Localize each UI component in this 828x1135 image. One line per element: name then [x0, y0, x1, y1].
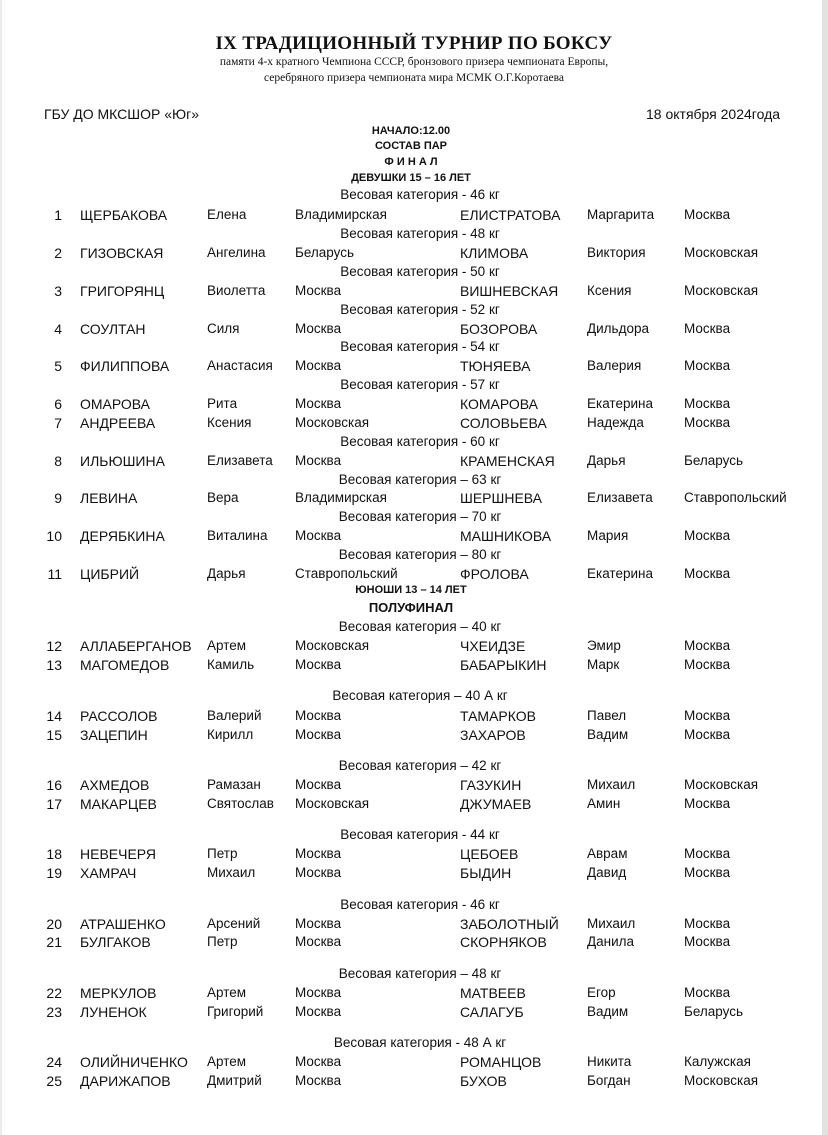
weight-category: Весовая категория - 46 кг [340, 897, 500, 912]
bout-row [0, 528, 828, 546]
red-corner-first-name: Ангелина [207, 245, 266, 260]
bout-number: 11 [47, 566, 62, 582]
red-corner-first-name: Петр [207, 934, 238, 949]
bout-row [0, 638, 828, 656]
red-corner-surname: ХАМРАЧ [80, 865, 137, 881]
bout-row [0, 1004, 828, 1022]
blue-corner-surname: ДЖУМАЕВ [460, 796, 532, 812]
red-corner-surname: ДЕРЯБКИНА [80, 528, 165, 544]
red-corner-surname: РАССОЛОВ [80, 708, 158, 724]
blue-corner-first-name: Амин [587, 796, 621, 811]
bout-row [0, 708, 828, 726]
blue-corner-region: Москва [684, 528, 731, 543]
blue-corner-region: Москва [684, 727, 731, 742]
bout-number: 23 [46, 1004, 62, 1020]
red-corner-first-name: Елена [207, 207, 247, 222]
start-time: НАЧАЛО:12.00 [371, 125, 451, 137]
blue-corner-surname: БАБАРЫКИН [460, 657, 547, 673]
bout-number: 21 [46, 934, 62, 950]
blue-corner-region: Москва [684, 638, 731, 653]
red-corner-region: Москва [295, 358, 342, 373]
red-corner-first-name: Вера [207, 490, 239, 505]
blue-corner-region: Москва [684, 916, 731, 931]
weight-category: Весовая категория – 70 кг [338, 509, 502, 524]
red-corner-surname: МЕРКУЛОВ [80, 985, 157, 1001]
red-corner-first-name: Артем [207, 1054, 247, 1069]
weight-category: Весовая категория - 54 кг [340, 339, 500, 354]
red-corner-region: Москва [295, 777, 342, 792]
bout-row [0, 657, 828, 675]
weight-category: Весовая категория - 48 кг [340, 226, 500, 241]
red-corner-first-name: Святослав [207, 796, 274, 811]
red-corner-surname: ИЛЬЮШИНА [80, 453, 165, 469]
blue-corner-first-name: Ксения [587, 283, 632, 298]
blue-corner-region: Московская [684, 283, 759, 298]
blue-corner-region: Беларусь [684, 1004, 744, 1019]
blue-corner-region: Москва [684, 796, 731, 811]
red-corner-region: Москва [295, 1073, 342, 1088]
bout-number: 5 [54, 358, 62, 374]
blue-corner-first-name: Михаил [587, 916, 636, 931]
blue-corner-surname: ЗАХАРОВ [460, 727, 526, 743]
red-corner-surname: ЗАЦЕПИН [80, 727, 148, 743]
bout-row [0, 777, 828, 795]
blue-corner-surname: ЕЛИСТРАТОВА [460, 207, 561, 223]
bout-number: 13 [46, 657, 62, 673]
bout-row [0, 727, 828, 745]
red-corner-first-name: Петр [207, 846, 238, 861]
red-corner-first-name: Дарья [207, 566, 246, 581]
red-corner-first-name: Елизавета [207, 453, 273, 468]
blue-corner-first-name: Павел [587, 708, 627, 723]
weight-category: Весовая категория – 40 А кг [332, 688, 508, 703]
blue-corner-region: Москва [684, 358, 731, 373]
red-corner-surname: АТРАШЕНКО [80, 916, 166, 932]
red-corner-surname: ГИЗОВСКАЯ [80, 245, 164, 261]
red-corner-surname: ЩЕРБАКОВА [80, 207, 168, 223]
bout-row [0, 453, 828, 471]
weight-category: Весовая категория – 42 кг [338, 758, 502, 773]
red-corner-region: Владимирская [295, 207, 387, 222]
boys-age-group: ЮНОШИ 13 – 14 ЛЕТ [355, 584, 467, 596]
red-corner-surname: ЛЕВИНА [80, 490, 138, 506]
bout-row [0, 358, 828, 376]
weight-category: Весовая категория - 57 кг [340, 377, 500, 392]
blue-corner-first-name: Дарья [587, 453, 626, 468]
blue-corner-surname: ГАЗУКИН [460, 777, 522, 793]
pairs-heading: СОСТАВ ПАР [374, 140, 448, 152]
bout-row [0, 396, 828, 414]
bout-number: 22 [46, 985, 62, 1001]
blue-corner-first-name: Маргарита [587, 207, 655, 222]
blue-corner-surname: БУХОВ [460, 1073, 507, 1089]
blue-corner-surname: КЛИМОВА [460, 245, 529, 261]
bout-row [0, 1054, 828, 1072]
blue-corner-region: Московская [684, 777, 759, 792]
bout-number: 25 [46, 1073, 62, 1089]
bout-number: 7 [54, 415, 62, 431]
red-corner-region: Московская [295, 796, 370, 811]
bout-number: 6 [54, 396, 62, 412]
blue-corner-surname: БЫДИН [460, 865, 512, 881]
red-corner-surname: ОМАРОВА [80, 396, 151, 412]
blue-corner-region: Москва [684, 207, 731, 222]
blue-corner-first-name: Дильдора [587, 321, 649, 336]
blue-corner-first-name: Данила [587, 934, 635, 949]
blue-corner-surname: БОЗОРОВА [460, 321, 538, 337]
blue-corner-first-name: Егор [587, 985, 616, 1000]
red-corner-first-name: Михаил [207, 865, 256, 880]
semifinal-heading: ПОЛУФИНАЛ [368, 600, 454, 615]
bout-number: 2 [54, 245, 62, 261]
red-corner-first-name: Дмитрий [207, 1073, 262, 1088]
blue-corner-surname: ЗАБОЛОТНЫЙ [460, 916, 559, 932]
blue-corner-surname: ТЮНЯЕВА [460, 358, 531, 374]
red-corner-region: Москва [295, 1054, 342, 1069]
red-corner-surname: БУЛГАКОВ [80, 934, 151, 950]
bout-row [0, 321, 828, 339]
bout-number: 12 [46, 638, 62, 654]
bout-number: 9 [54, 490, 62, 506]
tournament-title: IX ТРАДИЦИОННЫЙ ТУРНИР ПО БОКСУ [215, 33, 613, 54]
red-corner-region: Москва [295, 846, 342, 861]
bout-row [0, 934, 828, 952]
blue-corner-surname: СОЛОВЬЕВА [460, 415, 547, 431]
blue-corner-first-name: Вадим [587, 1004, 629, 1019]
blue-corner-first-name: Виктория [587, 245, 646, 260]
blue-corner-region: Москва [684, 846, 731, 861]
bout-row [0, 796, 828, 814]
blue-corner-first-name: Елизавета [587, 490, 653, 505]
bout-number: 10 [46, 528, 62, 544]
event-date: 18 октября 2024года [646, 106, 781, 122]
red-corner-surname: ЛУНЕНОК [80, 1004, 147, 1020]
bout-number: 4 [54, 321, 62, 337]
red-corner-first-name: Артем [207, 638, 247, 653]
red-corner-surname: ФИЛИППОВА [80, 358, 170, 374]
weight-category: Весовая категория - 46 кг [340, 187, 500, 202]
red-corner-region: Москва [295, 985, 342, 1000]
blue-corner-surname: РОМАНЦОВ [460, 1054, 542, 1070]
bout-row [0, 916, 828, 934]
weight-category: Весовая категория – 63 кг [338, 472, 502, 487]
weight-category: Весовая категория - 50 кг [340, 264, 500, 279]
red-corner-first-name: Силя [207, 321, 240, 336]
weight-category: Весовая категория - 60 кг [340, 434, 500, 449]
red-corner-first-name: Виолетта [207, 283, 266, 298]
blue-corner-region: Москва [684, 934, 731, 949]
red-corner-region: Москва [295, 321, 342, 336]
blue-corner-first-name: Екатерина [587, 396, 653, 411]
bout-number: 24 [46, 1054, 62, 1070]
blue-corner-first-name: Надежда [587, 415, 644, 430]
blue-corner-surname: МАТВЕЕВ [460, 985, 526, 1001]
blue-corner-region: Москва [684, 865, 731, 880]
bout-row [0, 865, 828, 883]
blue-corner-region: Москва [684, 566, 731, 581]
blue-corner-surname: ШЕРШНЕВА [460, 490, 542, 506]
blue-corner-first-name: Эмир [587, 638, 621, 653]
red-corner-region: Ставропольский [295, 566, 398, 581]
red-corner-region: Москва [295, 453, 342, 468]
blue-corner-surname: СКОРНЯКОВ [460, 934, 547, 950]
weight-category: Весовая категория - 52 кг [340, 302, 500, 317]
red-corner-surname: НЕВЕЧЕРЯ [80, 846, 156, 862]
weight-category: Весовая категория – 48 кг [338, 966, 502, 981]
red-corner-region: Беларусь [295, 245, 355, 260]
red-corner-surname: МАКАРЦЕВ [80, 796, 157, 812]
weight-category: Весовая категория – 80 кг [338, 547, 502, 562]
blue-corner-surname: КОМАРОВА [460, 396, 539, 412]
red-corner-region: Москва [295, 934, 342, 949]
red-corner-surname: АНДРЕЕВА [80, 415, 156, 431]
blue-corner-first-name: Мария [587, 528, 629, 543]
red-corner-first-name: Рита [207, 396, 238, 411]
red-corner-first-name: Арсений [207, 916, 261, 931]
blue-corner-first-name: Богдан [587, 1073, 631, 1088]
weight-category: Весовая категория - 48 А кг [333, 1035, 507, 1050]
blue-corner-surname: САЛАГУБ [460, 1004, 524, 1020]
red-corner-surname: МАГОМЕДОВ [80, 657, 170, 673]
blue-corner-region: Москва [684, 708, 731, 723]
subtitle-line-1: памяти 4-х кратного Чемпиона СССР, бронзового призера чемпионата Европы, [219, 56, 609, 68]
red-corner-first-name: Анастасия [207, 358, 273, 373]
blue-corner-region: Беларусь [684, 453, 744, 468]
blue-corner-first-name: Валерия [587, 358, 642, 373]
blue-corner-first-name: Аврам [587, 846, 628, 861]
organization-name: ГБУ ДО МКСШОР «Юг» [44, 106, 200, 122]
red-corner-first-name: Григорий [207, 1004, 264, 1019]
bout-row [0, 566, 828, 584]
blue-corner-surname: ЦЕБОЕВ [460, 846, 519, 862]
weight-category: Весовая категория – 40 кг [338, 619, 502, 634]
red-corner-region: Москва [295, 283, 342, 298]
blue-corner-region: Москва [684, 985, 731, 1000]
bout-row [0, 415, 828, 433]
red-corner-region: Москва [295, 1004, 342, 1019]
red-corner-region: Москва [295, 708, 342, 723]
blue-corner-region: Ставропольский [684, 490, 787, 505]
bout-number: 1 [54, 207, 62, 223]
bout-number: 18 [46, 846, 62, 862]
bout-row [0, 1073, 828, 1091]
red-corner-region: Владимирская [295, 490, 387, 505]
red-corner-region: Москва [295, 727, 342, 742]
blue-corner-first-name: Марк [587, 657, 620, 672]
red-corner-region: Москва [295, 916, 342, 931]
bout-number: 19 [46, 865, 62, 881]
girls-age-group: ДЕВУШКИ 15 – 16 ЛЕТ [351, 172, 471, 184]
red-corner-region: Москва [295, 396, 342, 411]
blue-corner-region: Москва [684, 657, 731, 672]
bout-row [0, 207, 828, 225]
bout-number: 16 [46, 777, 62, 793]
red-corner-surname: АЛЛАБЕРГАНОВ [80, 638, 192, 654]
red-corner-first-name: Рамазан [207, 777, 261, 792]
bout-row [0, 245, 828, 263]
blue-corner-surname: МАШНИКОВА [460, 528, 552, 544]
red-corner-first-name: Артем [207, 985, 247, 1000]
red-corner-first-name: Кирилл [207, 727, 254, 742]
red-corner-region: Московская [295, 415, 370, 430]
red-corner-first-name: Виталина [207, 528, 268, 543]
blue-corner-region: Москва [684, 415, 731, 430]
bout-row [0, 283, 828, 301]
red-corner-surname: СОУЛТАН [80, 321, 146, 337]
blue-corner-first-name: Михаил [587, 777, 636, 792]
red-corner-surname: АХМЕДОВ [80, 777, 150, 793]
bout-row [0, 846, 828, 864]
blue-corner-region: Калужская [684, 1054, 751, 1069]
bout-number: 8 [54, 453, 62, 469]
blue-corner-region: Московская [684, 1073, 759, 1088]
red-corner-region: Москва [295, 865, 342, 880]
bout-row [0, 490, 828, 508]
red-corner-region: Московская [295, 638, 370, 653]
blue-corner-surname: КРАМЕНСКАЯ [460, 453, 555, 469]
blue-corner-surname: ТАМАРКОВ [460, 708, 536, 724]
red-corner-surname: ДАРИЖАПОВ [80, 1073, 171, 1089]
bout-number: 20 [46, 916, 62, 932]
red-corner-region: Москва [295, 657, 342, 672]
blue-corner-surname: ЧХЕИДЗЕ [460, 638, 526, 654]
blue-corner-first-name: Давид [587, 865, 627, 880]
bout-number: 14 [46, 708, 62, 724]
blue-corner-region: Москва [684, 321, 731, 336]
bout-number: 3 [54, 283, 62, 299]
red-corner-first-name: Камиль [207, 657, 255, 672]
bout-number: 17 [46, 796, 62, 812]
red-corner-surname: ГРИГОРЯНЦ [80, 283, 165, 299]
blue-corner-first-name: Вадим [587, 727, 629, 742]
red-corner-first-name: Ксения [207, 415, 252, 430]
red-corner-first-name: Валерий [207, 708, 262, 723]
red-corner-surname: ЦИБРИЙ [80, 566, 140, 582]
blue-corner-surname: ФРОЛОВА [460, 566, 529, 582]
subtitle-line-2: серебряного призера чемпионата мира МСМК О.Г.Коротаева [263, 72, 564, 84]
blue-corner-region: Московская [684, 245, 759, 260]
blue-corner-surname: ВИШНЕВСКАЯ [460, 283, 559, 299]
red-corner-surname: ОЛИЙНИЧЕНКО [80, 1054, 188, 1070]
red-corner-region: Москва [295, 528, 342, 543]
blue-corner-first-name: Екатерина [587, 566, 653, 581]
blue-corner-region: Москва [684, 396, 731, 411]
bout-row [0, 985, 828, 1003]
weight-category: Весовая категория - 44 кг [340, 827, 500, 842]
bout-number: 15 [46, 727, 62, 743]
final-heading: Ф И Н А Л [384, 156, 438, 168]
blue-corner-first-name: Никита [587, 1054, 632, 1069]
